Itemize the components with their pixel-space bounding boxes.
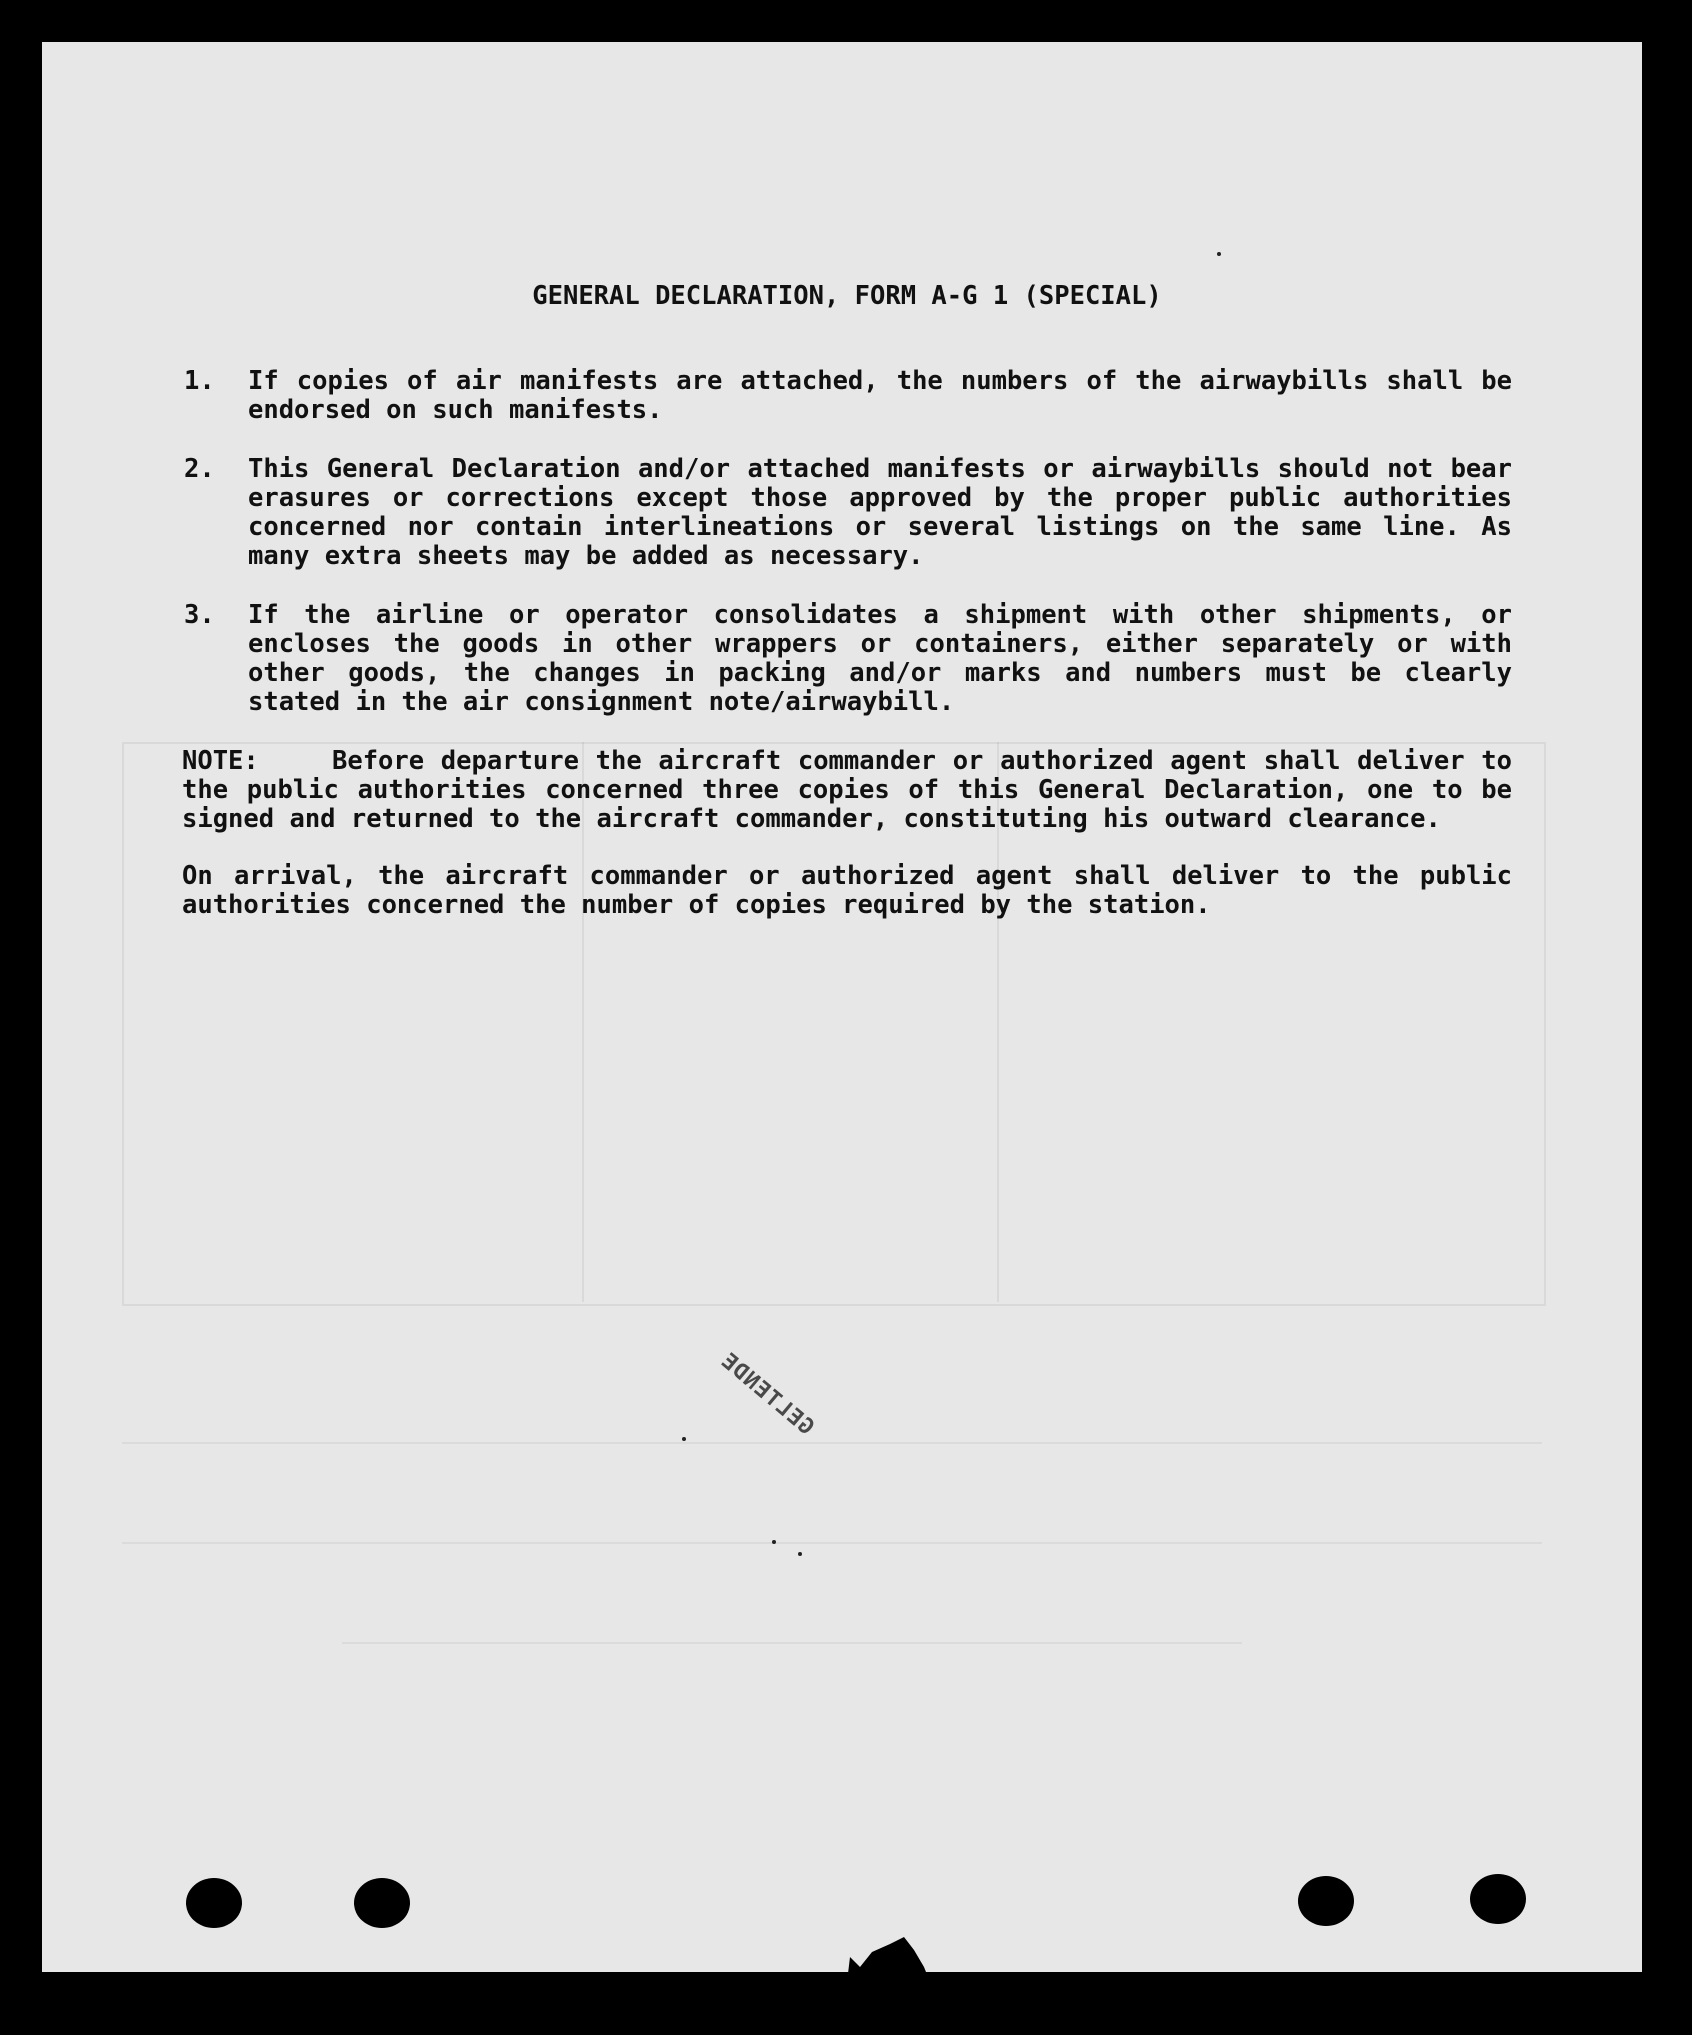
- bleed-through-line: [342, 1642, 1242, 1644]
- item-text: If the airline or operator consolidates a shipment with other shipments, or encloses the goods in other wrappers or containers, either separately or with other goods, the changes in packing and/or marks and numbers must be clearly stated in the air consignment note/airwaybill.: [248, 600, 1512, 717]
- item-text: This General Declaration and/or attached manifests or airwaybills should not bear erasures or corrections except those approved by the proper public authorities concerned nor contain interlineations or several listings on the same line. As many extra sheets may be added as necessary.: [248, 454, 1512, 571]
- item-number: 3.: [184, 600, 215, 630]
- ink-speck: [1217, 252, 1221, 256]
- paper-tear: [842, 1922, 932, 1972]
- document-title: GENERAL DECLARATION, FORM A-G 1 (SPECIAL): [532, 281, 1162, 311]
- punch-hole: [1470, 1874, 1526, 1924]
- bleed-through-line: [122, 1442, 1542, 1444]
- arrival-paragraph: On arrival, the aircraft commander or authorized agent shall deliver to the public authorities concerned the number of copies required by the station.: [182, 861, 1512, 920]
- punch-hole: [186, 1878, 242, 1928]
- note-text: Before departure the aircraft commander or authorized agent shall deliver to the public authorities concerned three copies of this General Declaration, one to be signed and returned to the aircraft commander, constituting his outward clearance.: [182, 746, 1512, 834]
- instruction-item: [182, 367, 1512, 425]
- document-body: [182, 282, 1562, 920]
- ink-speck: [682, 1437, 686, 1441]
- note-paragraph: [182, 747, 1512, 834]
- ink-speck: [772, 1540, 776, 1544]
- item-text: If copies of air manifests are attached, the numbers of the airwaybills shall be endorsed on such manifests.: [248, 366, 1512, 425]
- punch-hole: [354, 1878, 410, 1928]
- document-page: [42, 42, 1642, 1972]
- ink-speck: [798, 1552, 802, 1556]
- rubber-stamp-mark: GELTENDE: [715, 1348, 819, 1441]
- instruction-item: [182, 601, 1512, 717]
- note-label: NOTE:: [182, 746, 259, 776]
- item-number: 2.: [184, 454, 215, 484]
- bleed-through-line: [122, 1542, 1542, 1544]
- instruction-item: [182, 455, 1512, 571]
- item-number: 1.: [184, 366, 215, 396]
- punch-hole: [1298, 1876, 1354, 1926]
